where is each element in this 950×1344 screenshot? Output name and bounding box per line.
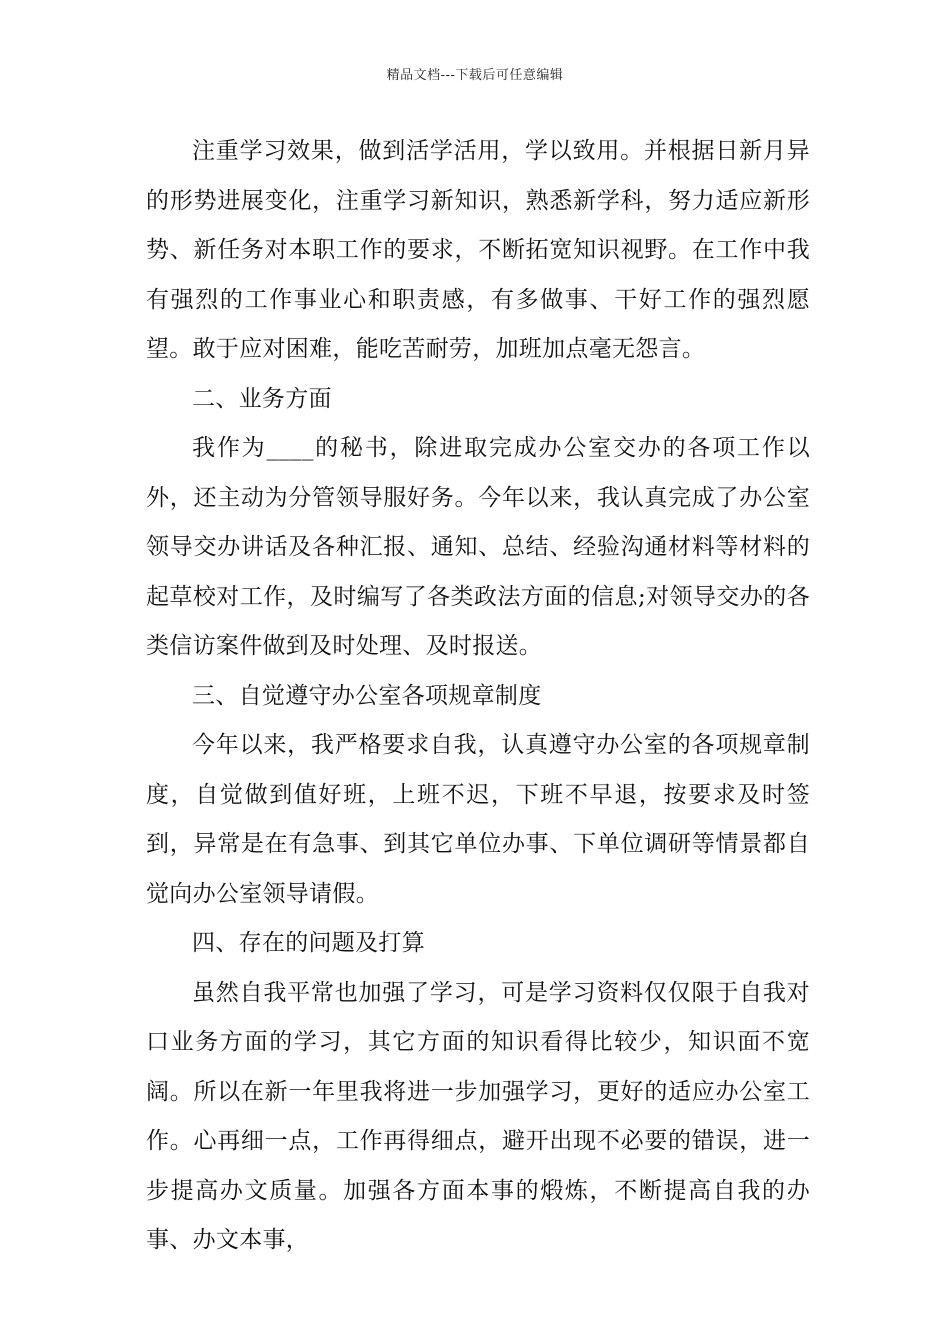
section-heading-rules: 三、自觉遵守办公室各项规章制度 [192,682,542,709]
section-heading-business: 二、业务方面 [192,385,332,412]
paragraph-business: 我作为____的秘书，除进取完成办公室交办的各项工作以外，还主动为分管领导服好务。今年以来，我认真完成了办公室领导交办讲话及各种汇报、通知、总结、经验沟通材料等材料的起草校对工作，及时编写了各类政法方面的信息;对领导交办的各类信访案件做到及时处理、及时报送。 [146,435,810,659]
paragraph-problems: 虽然自我平常也加强了学习，可是学习资料仅仅限于自我对口业务方面的学习，其它方面的知识看得比较少，知识面不宽阔。所以在新一年里我将进一步加强学习，更好的适应办公室工作。心再细一点，工作再得细点，避开出现不必要的错误，进一步提高办文质量。加强各方面本事的煅炼，不断提高自我的办事、办文本事， [146,979,810,1253]
page-header: 精品文档---下载后可任意编辑 [386,68,564,83]
section-heading-problems: 四、存在的问题及打算 [192,930,425,956]
paragraph-rules: 今年以来，我严格要求自我，认真遵守办公室的各项规章制度，自觉做到值好班，上班不迟，下班不早退，按要求及时签到，异常是在有急事、到其它单位办事、下单位调研等情景都自觉向办公室领导请假。 [146,732,810,907]
paragraph-study-effect: 注重学习效果，做到活学活用，学以致用。并根据日新月异的形势进展变化，注重学习新知识，熟悉新学科，努力适应新形势、新任务对本职工作的要求，不断拓宽知识视野。在工作中我有强烈的工作事业心和职责感，有多做事、干好工作的强烈愿望。敢于应对困难，能吃苦耐劳，加班加点毫无怨言。 [146,138,810,362]
document-body [146,127,810,1266]
